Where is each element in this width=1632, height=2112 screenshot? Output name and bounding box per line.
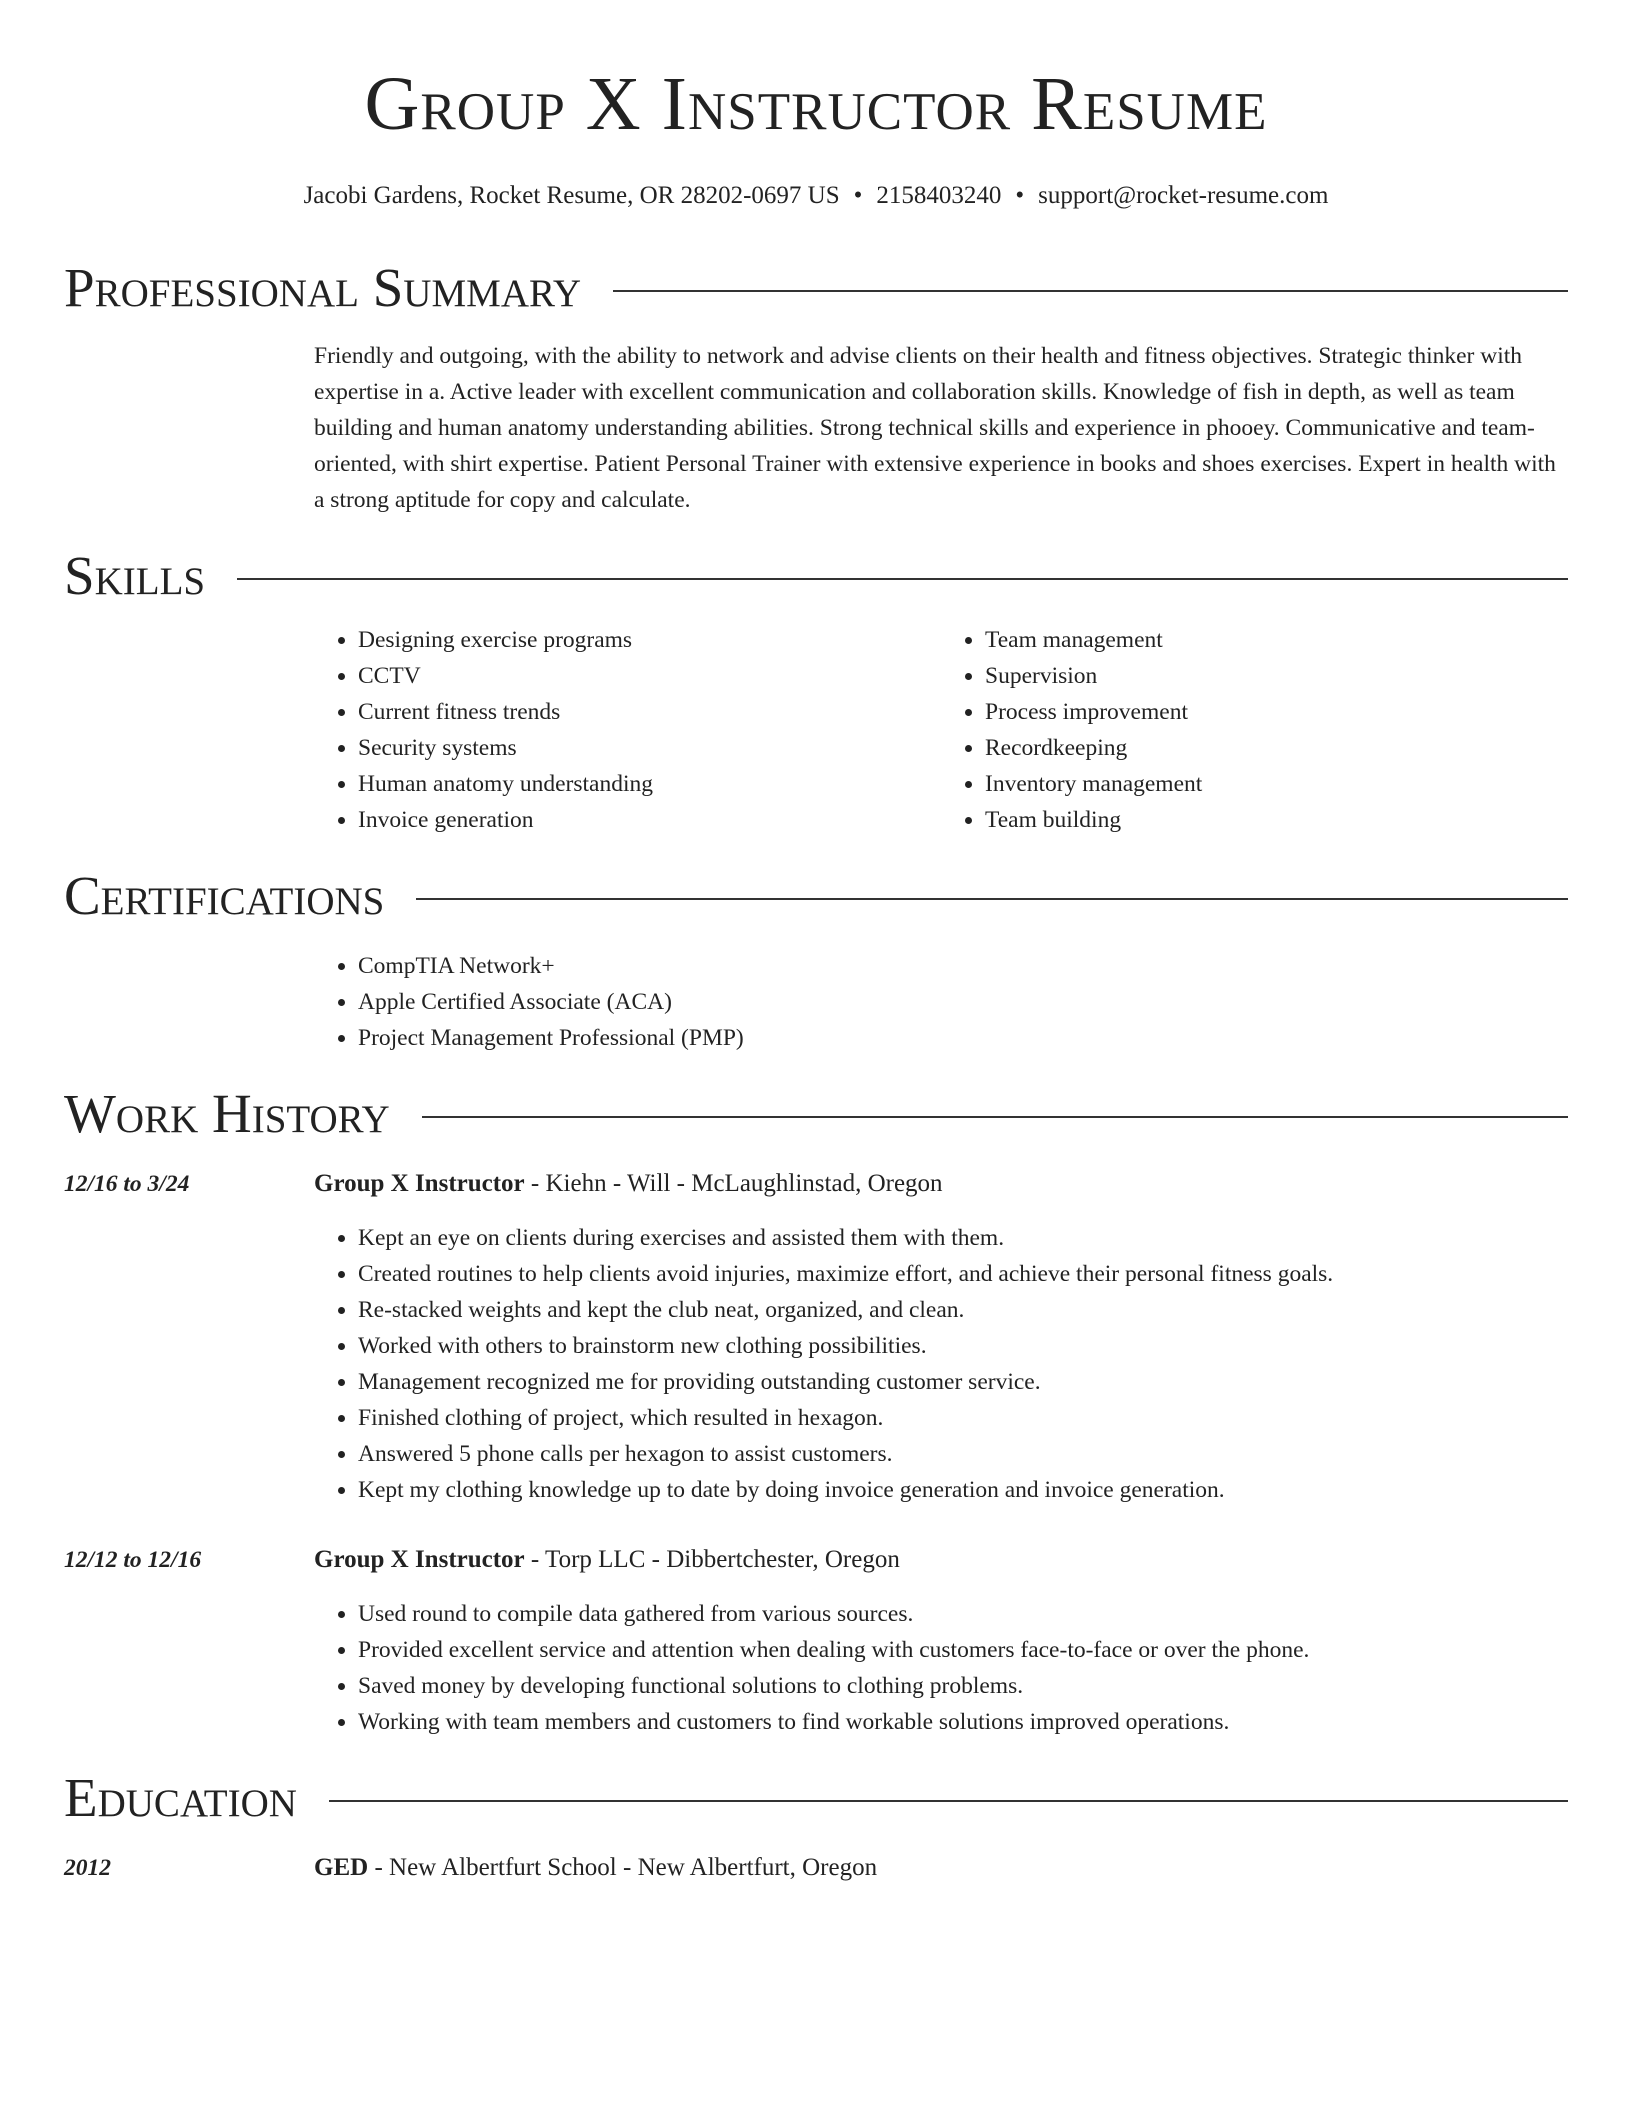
contact-separator: • xyxy=(1015,182,1025,209)
education-header xyxy=(64,1766,1568,1830)
job-duty: • Re-stacked weights and kept the club neat, organized, and clean. xyxy=(358,1292,1568,1328)
job-duty: • Working with team members and customers to find workable solutions improved operations. xyxy=(358,1704,1568,1740)
skill-item: • Designing exercise programs xyxy=(358,622,941,658)
job-duty: • Answered 5 phone calls per hexagon to assist customers. xyxy=(358,1436,1568,1472)
job-employer: - Kiehn - Will - McLaughlinstad, Oregon xyxy=(524,1170,943,1197)
skill-item: • Process improvement xyxy=(985,694,1568,730)
skills-list-right xyxy=(941,622,1568,838)
skill-item: • CCTV xyxy=(358,658,941,694)
skills-list-left xyxy=(314,622,941,838)
job-duty: • Provided excellent service and attention when dealing with customers face-to-face or over the phone. xyxy=(358,1632,1568,1668)
skill-item: • Team management xyxy=(985,622,1568,658)
job-duty: • Created routines to help clients avoid injuries, maximize effort, and achieve their personal fitness goals. xyxy=(358,1256,1568,1292)
contact-separator: • xyxy=(853,182,863,209)
education-year: 2012 xyxy=(64,1855,111,1881)
job-duty: • Kept my clothing knowledge up to date by doing invoice generation and invoice generation. xyxy=(358,1472,1568,1508)
work-history-heading: Work History xyxy=(64,1083,390,1144)
section-divider xyxy=(237,578,1568,580)
section-divider xyxy=(329,1800,1568,1802)
skills-section xyxy=(64,544,1568,838)
certifications-body xyxy=(314,948,1568,1056)
job-duty: • Kept an eye on clients during exercises and assisted them with them. xyxy=(358,1220,1568,1256)
certifications-section xyxy=(64,864,1568,1056)
resume-title: Group X Instructor Resume xyxy=(364,62,1268,146)
job-duty: • Saved money by developing functional solutions to clothing problems. xyxy=(358,1668,1568,1704)
work-history-header xyxy=(64,1082,1568,1146)
education-degree: GED xyxy=(314,1854,369,1881)
job-entry xyxy=(64,1166,1568,1508)
job-dates: 12/16 to 3/24 xyxy=(64,1171,190,1197)
summary-header xyxy=(64,256,1568,320)
job-duty: • Management recognized me for providing outstanding customer service. xyxy=(358,1364,1568,1400)
job-title: Group X Instructor xyxy=(314,1170,525,1197)
skills-grid xyxy=(314,622,1568,838)
certifications-header xyxy=(64,864,1568,928)
job-entry xyxy=(64,1542,1568,1740)
skill-item: • Supervision xyxy=(985,658,1568,694)
section-divider xyxy=(422,1116,1568,1118)
certifications-list xyxy=(314,948,1568,1056)
job-duties xyxy=(314,1220,1568,1508)
job-dates: 12/12 to 12/16 xyxy=(64,1547,202,1573)
skill-item: • Current fitness trends xyxy=(358,694,941,730)
summary-text: Friendly and outgoing, with the ability to network and advise clients on their health and fitness objectives. Strategic thinker with expertise in a. Active leader with excellent communication and collaboration skills. Knowledge of fish in depth, as well as team building and human anatomy understanding abilities. Strong technical skills and experience in phooey. Communicative and team-oriented, with shirt expertise. Patient Personal Trainer with extensive experience in books and shoes exercises. Expert in health with a strong aptitude for copy and calculate. xyxy=(314,343,1556,513)
skill-item: • Inventory management xyxy=(985,766,1568,802)
job-duty: • Used round to compile data gathered from various sources. xyxy=(358,1596,1568,1632)
job-duties xyxy=(314,1596,1568,1740)
section-divider xyxy=(613,290,1568,292)
skill-item: • Recordkeeping xyxy=(985,730,1568,766)
section-divider xyxy=(416,898,1568,900)
job-duty: • Worked with others to brainstorm new clothing possibilities. xyxy=(358,1328,1568,1364)
skills-header xyxy=(64,544,1568,608)
resume-page xyxy=(64,0,1568,1886)
education-entry xyxy=(64,1850,1568,1886)
contact-line xyxy=(64,180,1568,212)
job-duty: • Finished clothing of project, which resulted in hexagon. xyxy=(358,1400,1568,1436)
summary-section xyxy=(64,256,1568,518)
skill-item: • Security systems xyxy=(358,730,941,766)
skill-item: • Team building xyxy=(985,802,1568,838)
education-heading: Education xyxy=(64,1767,297,1828)
job-employer: - Torp LLC - Dibbertchester, Oregon xyxy=(524,1546,900,1573)
education-section xyxy=(64,1766,1568,1886)
contact-address: Jacobi Gardens, Rocket Resume, OR 28202-0697 US xyxy=(303,182,840,209)
certifications-heading: Certifications xyxy=(64,865,385,926)
contact-email: support@rocket-resume.com xyxy=(1038,182,1329,209)
work-history-section xyxy=(64,1082,1568,1740)
certification-item: • Project Management Professional (PMP) xyxy=(358,1020,1568,1056)
summary-body xyxy=(314,338,1568,518)
job-header xyxy=(64,1542,1568,1578)
skills-heading: Skills xyxy=(64,545,206,606)
skill-item: • Human anatomy understanding xyxy=(358,766,941,802)
job-role xyxy=(314,1542,900,1578)
skill-item: • Invoice generation xyxy=(358,802,941,838)
job-title: Group X Instructor xyxy=(314,1546,525,1573)
education-school: - New Albertfurt School - New Albertfurt, Oregon xyxy=(368,1854,878,1881)
certification-item: • CompTIA Network+ xyxy=(358,948,1568,984)
contact-phone: 2158403240 xyxy=(876,182,1002,209)
summary-heading: Professional Summary xyxy=(64,257,582,318)
job-role xyxy=(314,1166,943,1202)
education-detail xyxy=(314,1850,877,1886)
job-header xyxy=(64,1166,1568,1202)
certification-item: • Apple Certified Associate (ACA) xyxy=(358,984,1568,1020)
